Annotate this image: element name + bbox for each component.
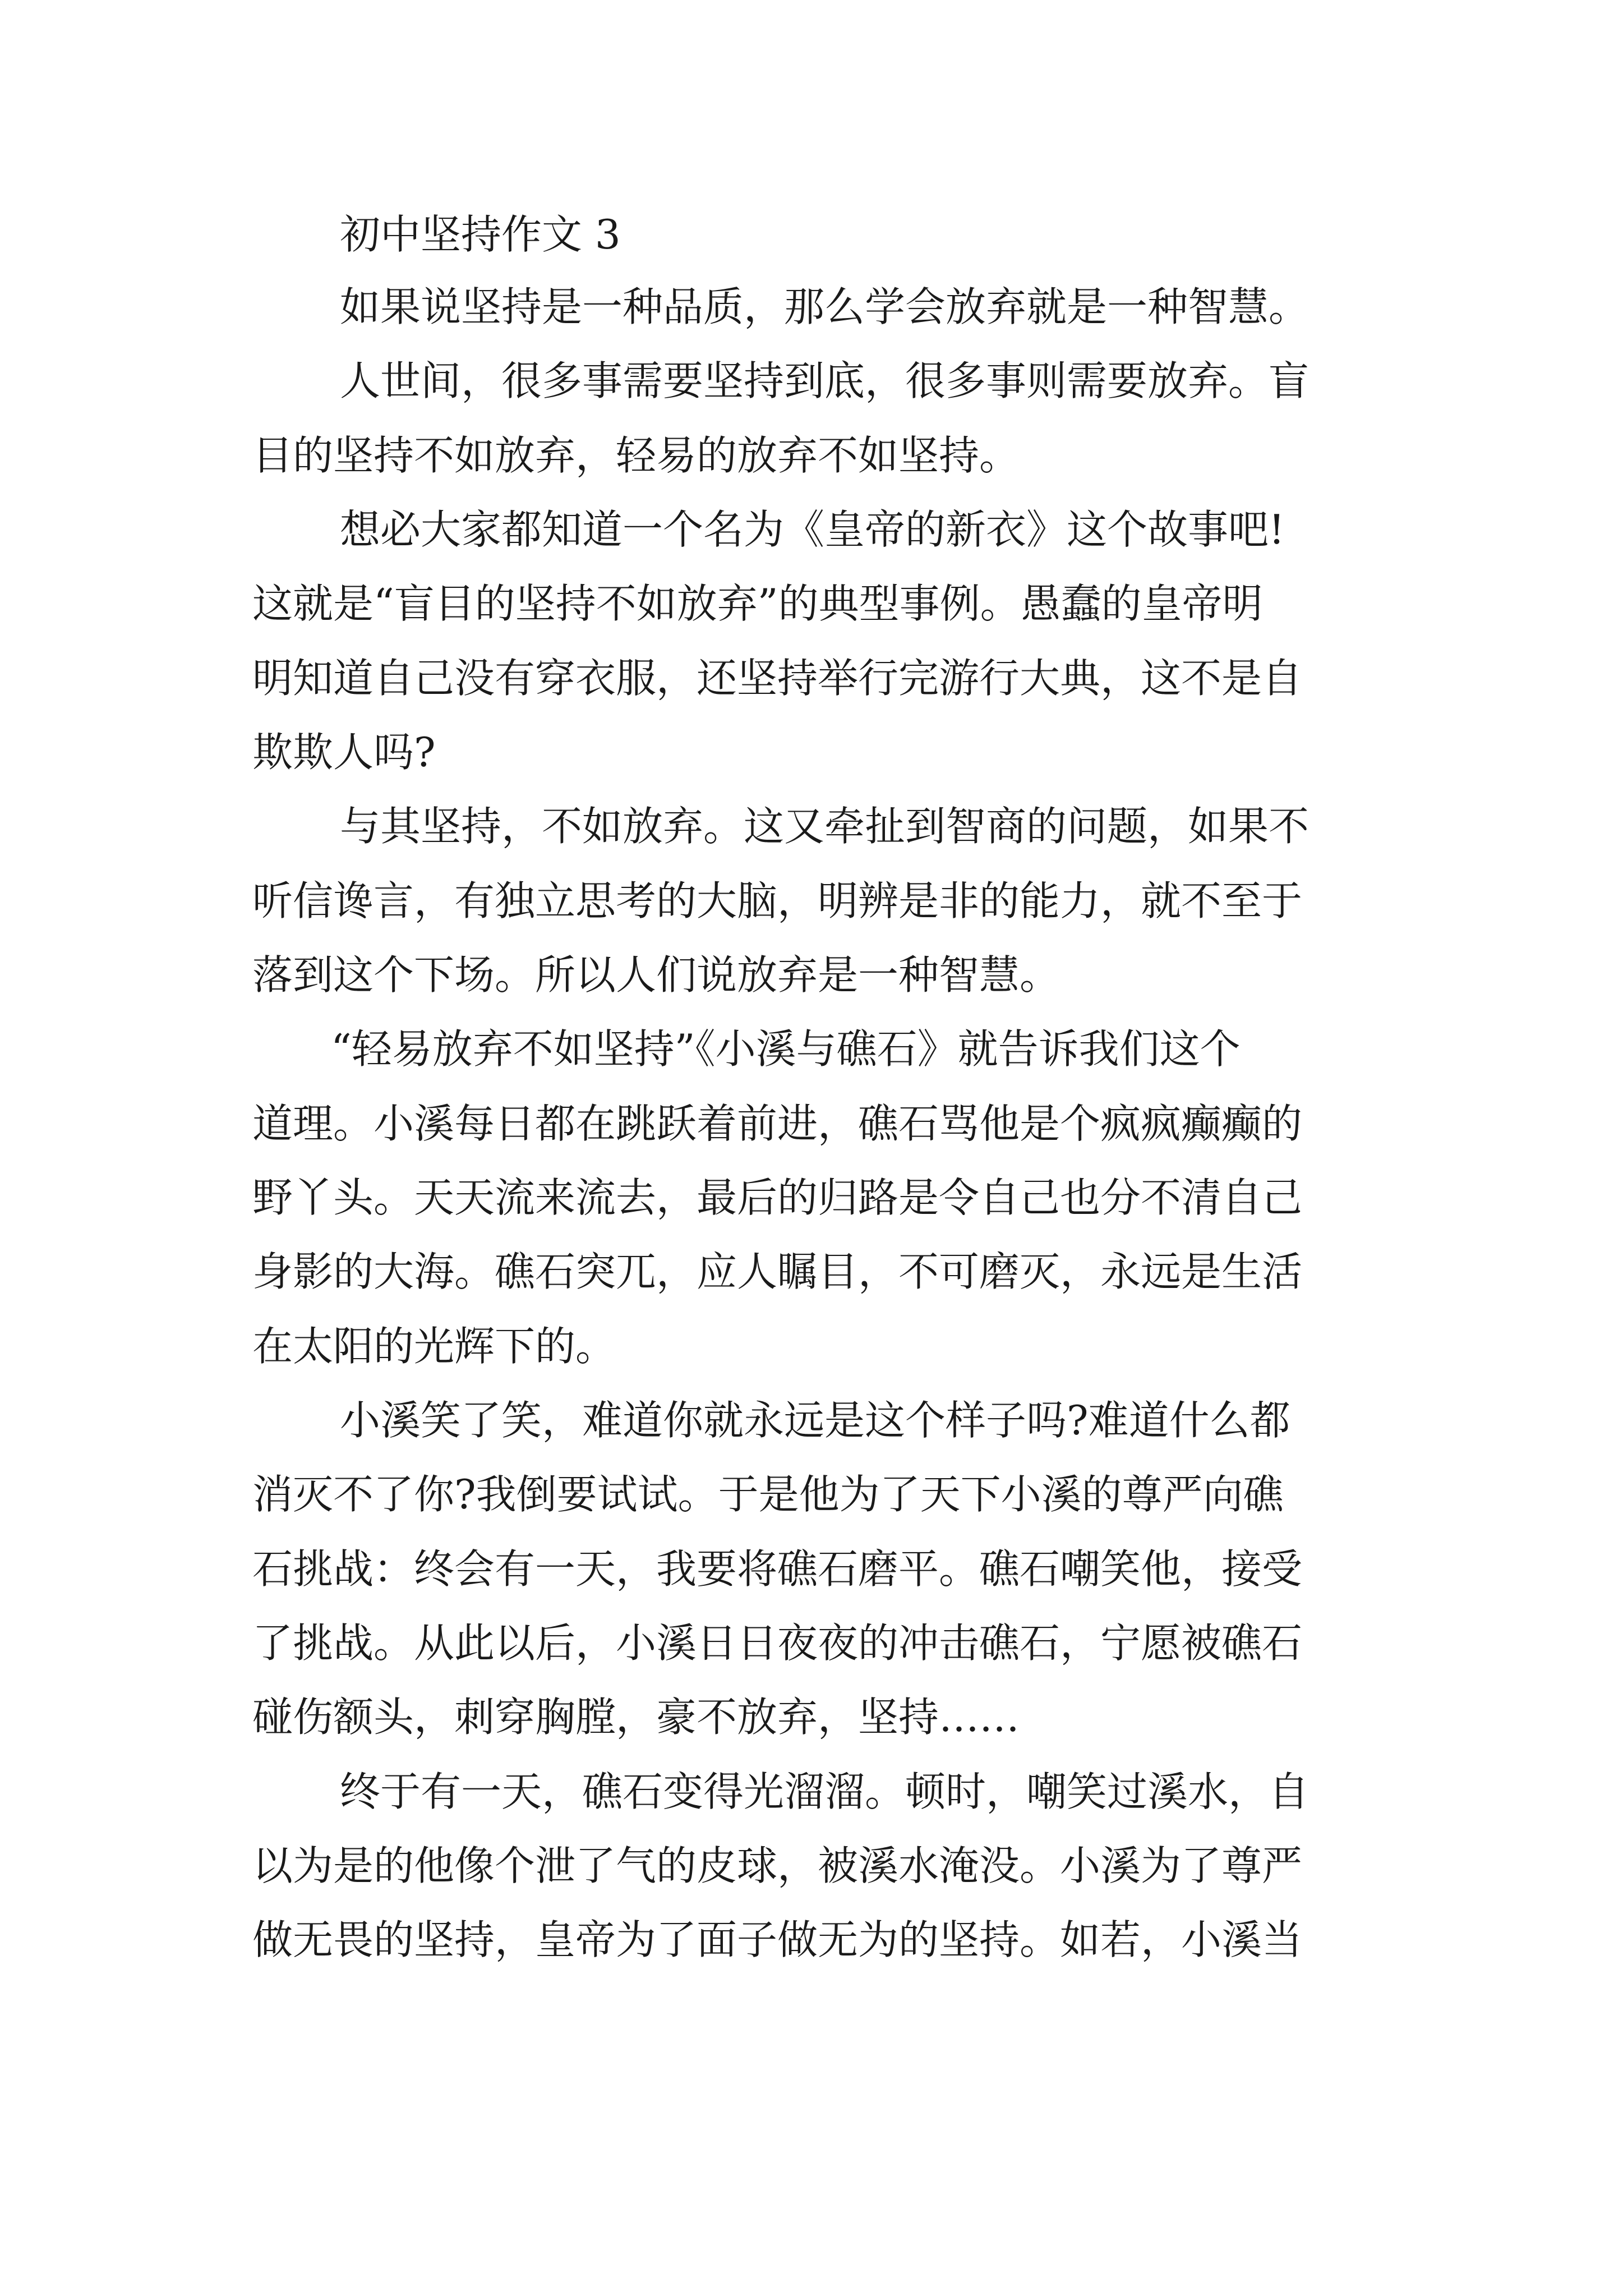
paragraph-line: 身影的大海。礁石突兀，应人瞩目，不可磨灭，永远是生活 (252, 1248, 1303, 1295)
paragraph-line: 这就是“盲目的坚持不如放弃”的典型事例。愚蠢的皇帝明 (252, 580, 1263, 627)
paragraph-line: 终于有一天，礁石变得光溜溜。顿时，嘲笑过溪水，自 (340, 1768, 1310, 1815)
paragraph-line: 做无畏的坚持，皇帝为了面子做无为的坚持。如若，小溪当 (252, 1916, 1303, 1963)
paragraph-line: 目的坚持不如放弃，轻易的放弃不如坚持。 (252, 432, 1020, 479)
paragraph-line: 碰伤额头，刺穿胸膛，豪不放弃，坚持…… (252, 1694, 1020, 1741)
paragraph-line: 了挑战。从此以后，小溪日日夜夜的冲击礁石，宁愿被礁石 (252, 1619, 1303, 1667)
paragraph-line: 欺欺人吗? (252, 729, 436, 776)
paragraph-line: 道理。小溪每日都在跳跃着前进，礁石骂他是个疯疯癫癫的 (252, 1100, 1303, 1147)
paragraph-line: 野丫头。天天流来流去，最后的归路是令自己也分不清自己 (252, 1174, 1303, 1221)
paragraph-line: 人世间，很多事需要坚持到底，很多事则需要放弃。盲 (340, 357, 1310, 404)
document-title: 初中坚持作文 3 (340, 211, 621, 258)
paragraph-line: 想必大家都知道一个名为《皇帝的新衣》这个故事吧! (340, 506, 1285, 553)
paragraph-line: 听信谗言，有独立思考的大脑，明辨是非的能力，就不至于 (252, 877, 1303, 924)
paragraph-line: 小溪笑了笑，难道你就永远是这个样子吗?难道什么都 (340, 1397, 1290, 1444)
paragraph-line: 如果说坚持是一种品质，那么学会放弃就是一种智慧。 (340, 283, 1310, 330)
paragraph-line: 石挑战：终会有一天，我要将礁石磨平。礁石嘲笑他，接受 (252, 1545, 1303, 1593)
paragraph-line: “轻易放弃不如坚持”《小溪与礁石》就告诉我们这个 (331, 1025, 1241, 1073)
paragraph-line: 明知道自己没有穿衣服，还坚持举行完游行大典，这不是自 (252, 655, 1303, 702)
paragraph-line: 以为是的他像个泄了气的皮球，被溪水淹没。小溪为了尊严 (252, 1842, 1303, 1889)
paragraph-line: 消灭不了你?我倒要试试。于是他为了天下小溪的尊严向礁 (252, 1471, 1284, 1518)
paragraph-line: 在太阳的光辉下的。 (252, 1323, 616, 1370)
paragraph-line: 与其坚持，不如放弃。这又牵扯到智商的问题，如果不 (340, 803, 1310, 850)
paragraph-line: 落到这个下场。所以人们说放弃是一种智慧。 (252, 951, 1061, 999)
